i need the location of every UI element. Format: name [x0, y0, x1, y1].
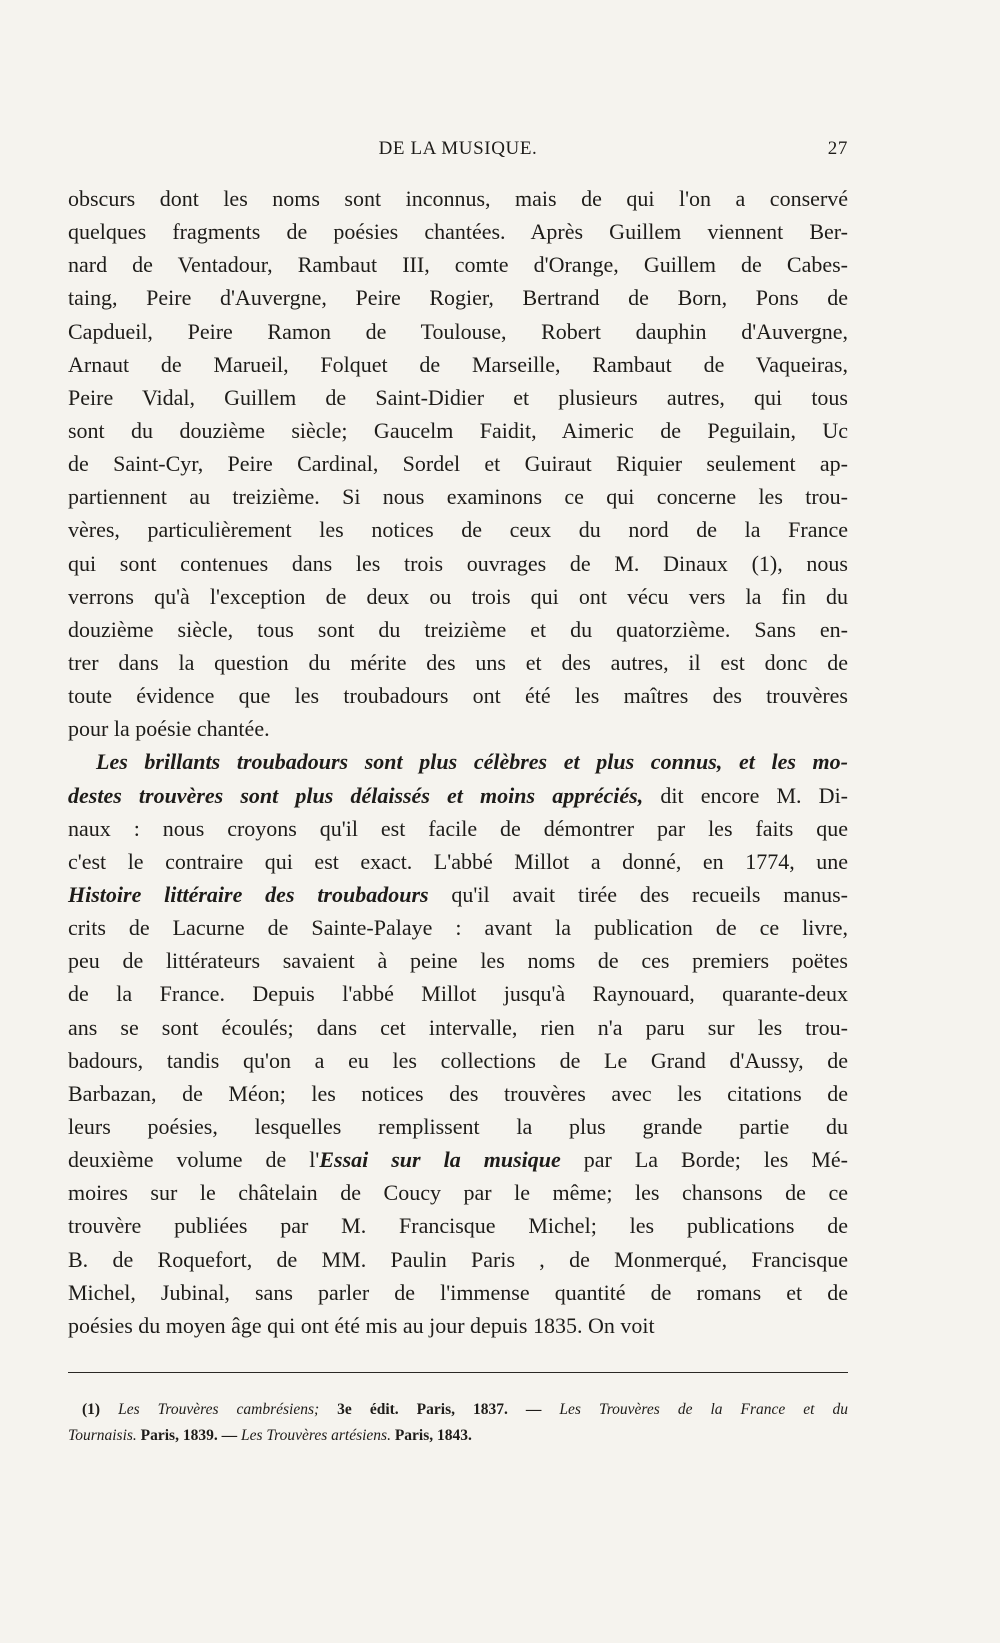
text-segment: crits de Lacurne de Sainte-Palaye : avant la publication de ce livre, [68, 915, 848, 941]
text-line [68, 646, 848, 679]
text-line [68, 845, 848, 878]
text-line [68, 215, 848, 248]
text-line [68, 679, 848, 712]
text-line [68, 944, 848, 977]
footnote-text: 3e édit. Paris, 1837. — [319, 1401, 560, 1418]
footnote-text: Paris, 1843. [390, 1427, 472, 1444]
text-line [68, 812, 848, 845]
text-line [68, 414, 848, 447]
text-segment: ans se sont écoulés; dans cet intervalle, rien n'a paru sur les trou- [68, 1014, 848, 1040]
text-segment: trer dans la question du mérite des uns et des autres, il est donc de [68, 649, 848, 675]
footnote-text: (1) [82, 1401, 119, 1418]
footnote-title: Les Trouvères artésiens. [240, 1427, 391, 1444]
text-line [68, 513, 848, 546]
text-line [68, 1143, 848, 1176]
text-segment: partiennent au treizième. Si nous examinons ce qui concerne les trou- [68, 484, 848, 510]
italic-text: Histoire littéraire des troubadours [68, 881, 429, 907]
text-line [68, 712, 848, 745]
text-line [68, 1110, 848, 1143]
text-line [68, 182, 848, 215]
text-segment: pour la poésie chantée. [68, 716, 270, 742]
footnote-text: Paris, 1839. — [136, 1427, 241, 1444]
text-segment: Arnaut de Marueil, Folquet de Marseille, Rambaut de Vaqueiras, [68, 351, 848, 377]
text-segment: qui sont contenues dans les trois ouvrages de M. Dinaux (1), nous [68, 550, 848, 576]
running-head [68, 138, 848, 164]
text-line [68, 447, 848, 480]
footnote-title: Tournaisis. [68, 1427, 137, 1444]
italic-text: destes trouvères sont plus délaissés et moins appréciés, [68, 782, 644, 808]
footnote-title: Les Trouvères cambrésiens; [118, 1401, 320, 1418]
text-segment: B. de Roquefort, de MM. Paulin Paris , de Monmerqué, Francisque [68, 1246, 848, 1272]
text-segment: peu de littérateurs savaient à peine les noms de ces premiers poëtes [68, 948, 848, 974]
text-segment: naux : nous croyons qu'il est facile de démontrer par les faits que [68, 815, 848, 841]
text-segment: verrons qu'à l'exception de deux ou trois qui ont vécu vers la fin du [68, 583, 848, 609]
text-segment: par La Borde; les Mé- [560, 1147, 848, 1173]
text-segment: c'est le contraire qui est exact. L'abbé Millot a donné, en 1774, une [68, 848, 848, 874]
footnote-line [68, 1423, 848, 1449]
text-line [68, 281, 848, 314]
text-segment: Michel, Jubinal, sans parler de l'immense quantité de romans et de [68, 1279, 848, 1305]
text-line [68, 1044, 848, 1077]
text-line [68, 745, 848, 778]
footnote-title: Les Trouvères de la France et du [559, 1401, 849, 1418]
footnotes [68, 1397, 848, 1449]
running-title: DE LA MUSIQUE. [378, 138, 538, 159]
text-line [68, 1077, 848, 1110]
text-line [68, 977, 848, 1010]
text-segment: nard de Ventadour, Rambaut III, comte d'Orange, Guillem de Cabes- [68, 252, 848, 278]
text-segment: leurs poésies, lesquelles remplissent la plus grande partie du [68, 1113, 848, 1139]
text-line [68, 381, 848, 414]
text-line [68, 1209, 848, 1242]
text-segment: taing, Peire d'Auvergne, Peire Rogier, Bertrand de Born, Pons de [68, 285, 848, 311]
text-line [68, 547, 848, 580]
text-segment: dit encore M. Di- [643, 782, 849, 808]
text-segment: de la France. Depuis l'abbé Millot jusqu'à Raynouard, quarante-deux [68, 981, 848, 1007]
text-segment: sont du douzième siècle; Gaucelm Faidit, Aimeric de Peguilain, Uc [68, 417, 848, 443]
text-segment: moires sur le châtelain de Coucy par le même; les chansons de ce [68, 1180, 848, 1206]
text-segment: obscurs dont les noms sont inconnus, mais de qui l'on a conservé [68, 186, 848, 211]
text-segment: trouvère publiées par M. Francisque Michel; les publications de [68, 1213, 848, 1239]
text-line [68, 1309, 848, 1342]
page-number: 27 [827, 138, 848, 159]
footnote-line [68, 1397, 848, 1423]
text-line [68, 911, 848, 944]
footnote-rule [68, 1372, 848, 1373]
text-line [68, 580, 848, 613]
body-text [68, 182, 848, 1342]
text-segment: Barbazan, de Méon; les notices des trouvères avec les citations de [68, 1080, 848, 1106]
text-line [68, 779, 848, 812]
text-segment: Capdueil, Peire Ramon de Toulouse, Robert dauphin d'Auvergne, [68, 318, 848, 344]
text-segment: vères, particulièrement les notices de ceux du nord de la France [68, 517, 848, 543]
text-segment: poésies du moyen âge qui ont été mis au jour depuis 1835. On voit [68, 1312, 655, 1338]
text-segment: qu'il avait tirée des recueils manus- [428, 881, 848, 907]
text-line [68, 1011, 848, 1044]
text-line [68, 878, 848, 911]
text-line [68, 348, 848, 381]
text-line [68, 1276, 848, 1309]
text-line [68, 1176, 848, 1209]
text-line [68, 480, 848, 513]
italic-text: Essai sur la musique [319, 1147, 561, 1173]
text-segment: Peire Vidal, Guillem de Saint-Didier et plusieurs autres, qui tous [68, 384, 848, 410]
text-segment: de Saint-Cyr, Peire Cardinal, Sordel et Guiraut Riquier seulement ap- [68, 451, 848, 477]
text-segment: badours, tandis qu'on a eu les collections de Le Grand d'Aussy, de [68, 1047, 848, 1073]
text-line [68, 1243, 848, 1276]
text-line [68, 248, 848, 281]
text-segment: quelques fragments de poésies chantées. Après Guillem viennent Ber- [68, 219, 848, 245]
text-line [68, 315, 848, 348]
text-segment: deuxième volume de l' [68, 1147, 320, 1173]
italic-text: Les brillants troubadours sont plus célèbres et plus connus, et les mo- [96, 749, 848, 775]
text-line [68, 613, 848, 646]
text-segment: toute évidence que les troubadours ont été les maîtres des trouvères [68, 683, 848, 709]
text-segment: douzième siècle, tous sont du treizième et du quatorzième. Sans en- [68, 616, 848, 642]
